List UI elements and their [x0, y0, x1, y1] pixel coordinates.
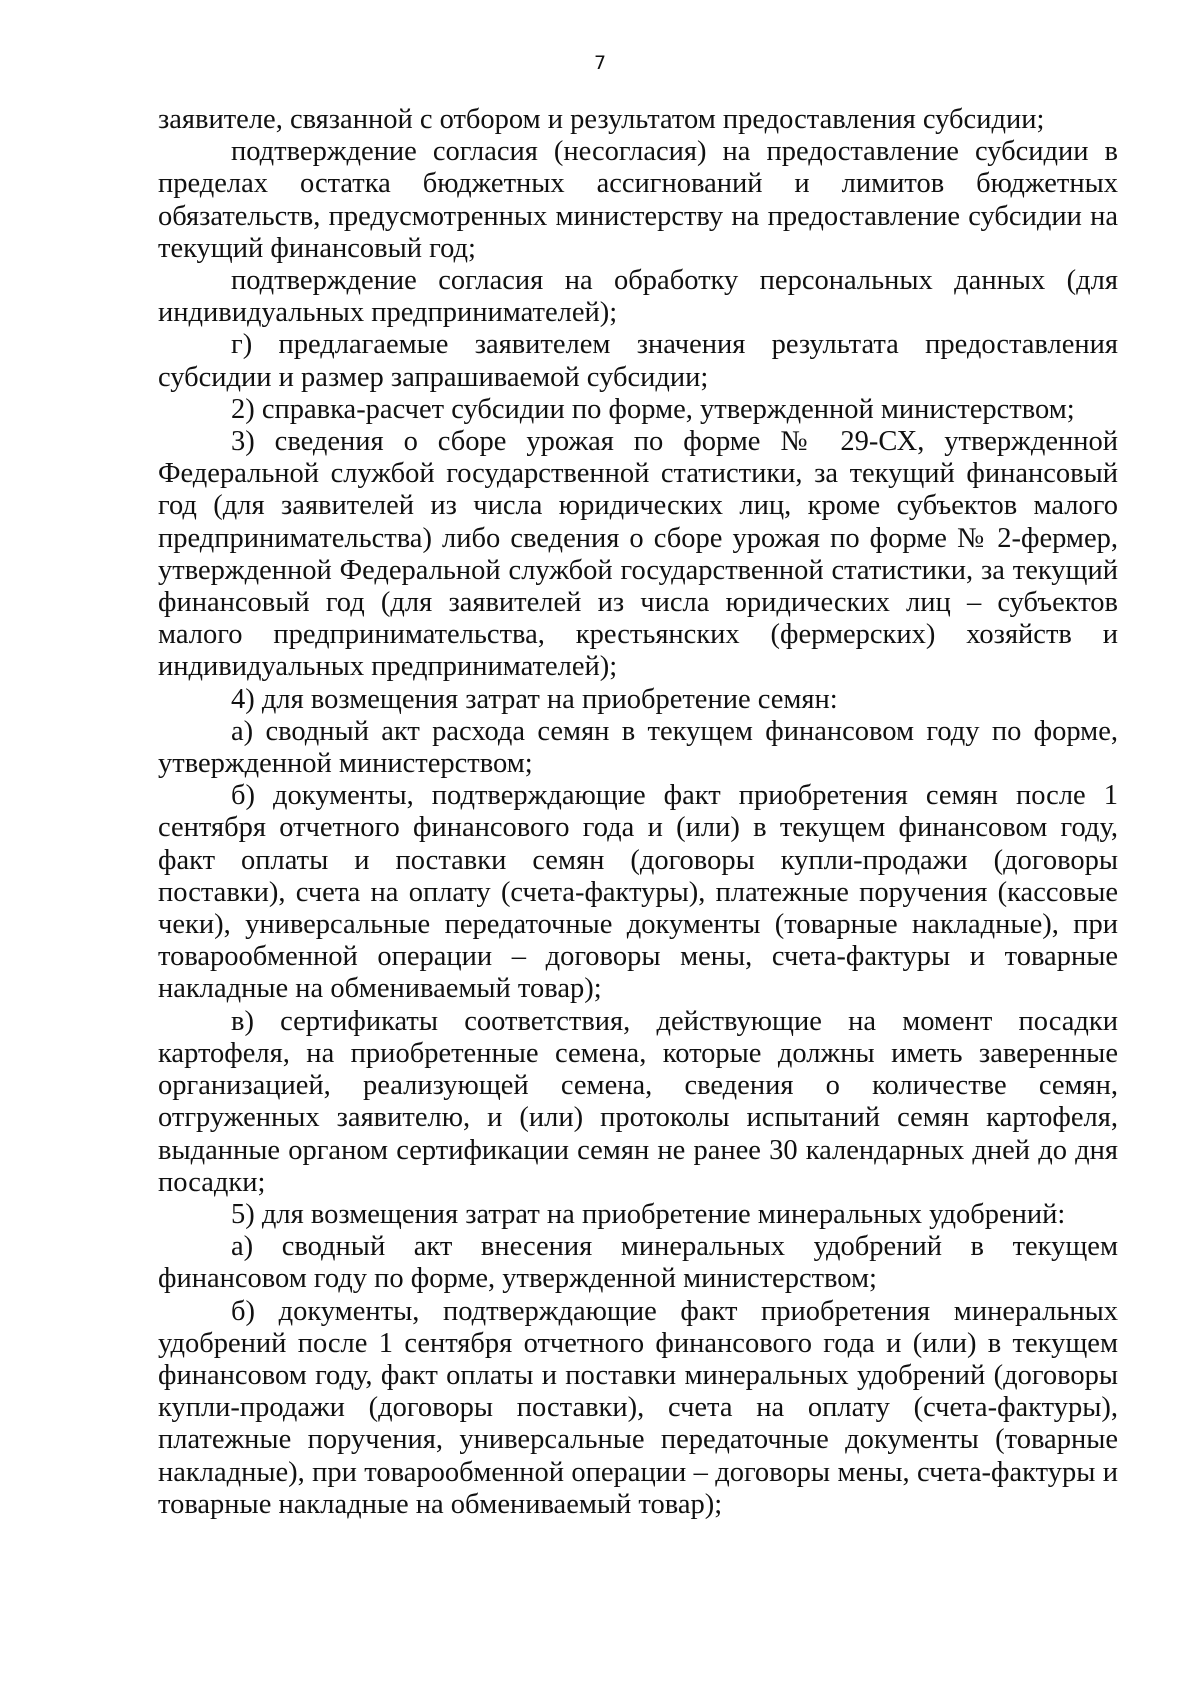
paragraph: г) предлагаемые заявителем значения результата предоставления субсидии и размер запрашиваемой субсидии;	[158, 329, 1118, 393]
paragraph: 2) справка-расчет субсидии по форме, утвержденной министерством;	[231, 393, 1075, 425]
paragraph: б) документы, подтверждающие факт приобретения семян после 1 сентября отчетного финансового года и (или) в текущем финансовом году, факт оплаты и поставки семян (договоры купли-продажи (договоры поставки), счета на оплату (счета-фактуры), платежные поручения (кассовые чеки), универсальные передаточные документы (товарные накладные), при товарообменной операции – договоры мены, счета-фактуры и товарные накладные на обмениваемый товар);	[158, 780, 1118, 1005]
paragraph: 3) сведения о сборе урожая по форме № 29-СХ, утвержденной Федеральной службой государственной статистики, за текущий финансовый год (для заявителей из числа юридических лиц, кроме субъектов малого предпринимательства) либо сведения о сборе урожая по форме № 2-фермер, утвержденной Федеральной службой государственной статистики, за текущий финансовый год (для заявителей из числа юридических лиц – субъектов малого предпринимательства, крестьянских (фермерских) хозяйств и индивидуальных предпринимателей);	[158, 426, 1118, 683]
paragraph: подтверждение согласия на обработку персональных данных (для индивидуальных предпринимателей);	[158, 265, 1118, 329]
paragraph: а) сводный акт расхода семян в текущем финансовом году по форме, утвержденной министерством;	[158, 715, 1118, 780]
document-body	[158, 104, 1118, 1521]
paragraph: 5) для возмещения затрат на приобретение минеральных удобрений:	[231, 1198, 1066, 1230]
paragraph: б) документы, подтверждающие факт приобретения минеральных удобрений после 1 сентября отчетного финансового года и (или) в текущем финансовом году, факт оплаты и поставки минеральных удобрений (договоры купли-продажи (договоры поставки), счета на оплату (счета-фактуры), платежные поручения, универсальные передаточные документы (товарные накладные), при товарообменной операции – договоры мены, счета-фактуры и товарные накладные на обмениваемый товар);	[158, 1295, 1118, 1520]
paragraph: в) сертификаты соответствия, действующие на момент посадки картофеля, на приобретенные семена, которые должны иметь заверенные организацией, реализующей семена, сведения о количестве семян, отгруженных заявителю, и (или) протоколы испытаний семян картофеля, выданные органом сертификации семян не ранее 30 календарных дней до дня посадки;	[158, 1005, 1118, 1198]
paragraph: подтверждение согласия (несогласия) на предоставление субсидии в пределах остатка бюджетных ассигнований и лимитов бюджетных обязательств, предусмотренных министерству на предоставление субсидии на текущий финансовый год;	[158, 136, 1118, 264]
paragraph: а) сводный акт внесения минеральных удобрений в текущем финансовом году по форме, утвержденной министерством;	[158, 1231, 1118, 1295]
paragraph: 4) для возмещения затрат на приобретение семян:	[231, 683, 838, 715]
page-number: 7	[593, 52, 607, 74]
paragraph: заявителе, связанной с отбором и результатом предоставления субсидии;	[158, 104, 1045, 135]
